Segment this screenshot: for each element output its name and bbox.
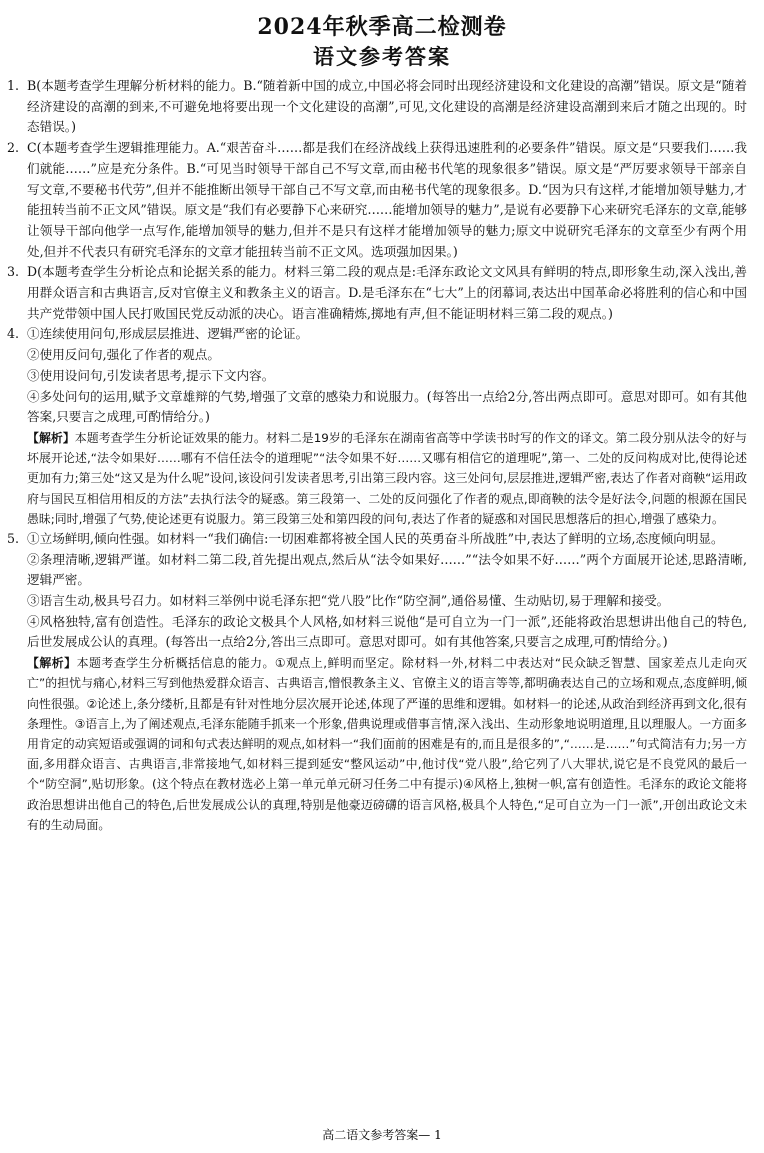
analysis-label: 【解析】 — [27, 656, 77, 671]
answer-number: 3. — [7, 264, 20, 280]
page-footer: 高二语文参考答案— 1 — [322, 1128, 442, 1142]
answer-item-4 — [7, 324, 747, 529]
answer-item-3 — [7, 262, 747, 324]
answer-point: ①连续使用问句,形成层层推进、逻辑严密的论证。 — [27, 326, 309, 342]
answer-text: B(本题考查学生理解分析材料的能力。B.“随着新中国的成立,中国必将会同时出现经济建设和文化建设的高潮”错误。原文是“随着经济建设的高潮的到来,不可避免地将要出现一个文化建设的高潮”,可见,文化建设的高潮是经济建设高潮到来后才随之出现的。时态错误。) — [27, 78, 747, 135]
answer-number: 2. — [7, 140, 20, 156]
analysis-paragraph — [27, 428, 747, 529]
answer-point: ②条理清晰,逻辑严谨。如材料二第二段,首先提出观点,然后从“法令如果好……”“法令如果不好……”两个方面展开论述,思路清晰,逻辑严密。 — [27, 551, 747, 588]
analysis-text: 本题考查学生分析概括信息的能力。①观点上,鲜明而坚定。除材料一外,材料二中表达对“民众缺乏智慧、国家差点儿走向灭亡”的担忧与痛心,材料三写到他热爱群众语言、古典语言,憎恨教条主义、官僚主义的语言等等,都明确表达自己的立场和观点,态度鲜明,倾向性很强。②论述上,条分缕析,且都是有针对性地分层次展开论述,体现了严谨的思维和逻辑。如材料一的论述,从政治到经济再到文化,很有条理性。③语言上,为了阐述观点,毛泽东能随手抓来一个形象,借典说理或借事言情,深入浅出、生动形象地说明道理,且以理服人。一方面多用肯定的动宾短语或强调的词和句式表达鲜明的观点,如材料一“我们面前的困难是有的,而且是很多的”,“……是……”句式简洁有力;另一方面,多用群众语言、古典语言,非常接地气,如材料三提到延安“整风运动”中,他讨伐“党八股”,给它列了八大罪状,说它是不良党风的最后一个“防空洞”,贴切形象。(这个特点在教材选必上第一单元单元研习任务二中有提示)④风格上,独树一帜,富有创造性。毛泽东的政论文能将政治思想讲出他自己的特色,后世发展成公认的真理,特别是他豪迈磅礴的语言风格,极具个人特色,“足可自立为一门一派”,开创出政论文未有的生动局面。 — [27, 656, 747, 832]
answer-text: D(本题考查学生分析论点和论据关系的能力。材料三第二段的观点是:毛泽东政论文文风具有鲜明的特点,即形象生动,深入浅出,善用群众语言和古典语言,反对官僚主义和教条主义的语言。D.是毛泽东在“七大”上的闭幕词,表达出中国革命必将胜利的信心和中国共产党带领中国人民打败国民党反动派的决心。语言准确精炼,掷地有声,但不能证明材料三第二段的观点。) — [27, 264, 747, 321]
answer-point: ④多处问句的运用,赋予文章雄辩的气势,增强了文章的感染力和说服力。(每答出一点给2分,答出两点即可。意思对即可。如有其他答案,只要言之成理,可酌情给分。) — [27, 388, 747, 425]
answer-point: ③使用设问句,引发读者思考,提示下文内容。 — [27, 367, 275, 383]
answer-number: 1. — [7, 78, 20, 93]
analysis-label: 【解析】 — [27, 430, 75, 445]
page-title: 2024年秋季高二检测卷 — [257, 14, 507, 40]
analysis-text: 本题考查学生分析论证效果的能力。材料二是19岁的毛泽东在湖南省高等中学读书时写的作文的译文。第二段分别从法令的好与坏展开论述,“法令如果好……哪有不信任法令的道理呢”“法令如果不好……又哪有相信它的道理呢”,第一、二处的反问构成对比,使得论述更加有力;第三处“这又是为什么呢”设问,该设问引发读者思考,引出第三段内容。这三处问句,层层推进,逻辑严密,表达了作者对商鞅“运用政府与国民互相信用相反的方法”去执行法令的疑惑。第三段第一、二处的反问强化了作者的观点,即商鞅的法令是好法令,问题的根源在国民愚昧;同时,增强了气势,使论述更有说服力。第三段第三处和第四段的问句,表达了作者的疑惑和对国民思想落后的担心,增强了感染力。 — [27, 430, 747, 526]
answer-point: ④风格独特,富有创造性。毛泽东的政论文极具个人风格,如材料三说他“是可自立为一门一派”,还能将政治思想讲出他自己的特色,后世发展成公认的真理。(每答出一点给2分,答出三点即可。意思对即可。如有其他答案,只要言之成理,可酌情给分。) — [27, 613, 747, 650]
page-subtitle: 语文参考答案 — [313, 45, 451, 69]
answer-number: 4. — [7, 326, 20, 342]
answer-item-5 — [7, 529, 747, 835]
answer-item-1 — [7, 76, 747, 138]
answer-number: 5. — [7, 530, 20, 546]
answer-body — [7, 76, 747, 835]
answer-point: ①立场鲜明,倾向性强。如材料一“我们确信:一切困难都将被全国人民的英勇奋斗所战胜”中,表达了鲜明的立场,态度倾向明显。 — [27, 530, 724, 546]
answer-point: ③语言生动,极具号召力。如材料三举例中说毛泽东把“党八股”比作“防空洞”,通俗易懂、生动贴切,易于理解和接受。 — [27, 593, 670, 609]
analysis-paragraph — [27, 653, 747, 835]
answer-text: C(本题考查学生逻辑推理能力。A.“艰苦奋斗……都是我们在经济战线上获得迅速胜利的必要条件”错误。原文是“只要我们……我们就能……”应是充分条件。B.“可见当时领导干部自己不写文章,而由秘书代笔的现象很多”错误。原文是“严厉要求领导干部亲自写文章,不要秘书代劳”,但并不能推断出领导干部自己不写文章,而由秘书代笔的现象很多。D.“因为只有这样,才能增加领导魅力,才能扭转当前不正文风”错误。原文是“我们有必要静下心来研究……能增加领导的魅力”,是说有必要静下心来研究毛泽东的文章,能够让领导干部向他学一点写作,能增加领导的魅力,但并不是只有这样才能增加领导的魅力;原文中说研究毛泽东的文章至少有两个用处,但并不代表只有研究毛泽东的文章才能扭转当前不正文风。选项强加因果。) — [27, 140, 747, 259]
answer-point: ②使用反问句,强化了作者的观点。 — [27, 347, 220, 363]
answer-item-2 — [7, 138, 747, 262]
